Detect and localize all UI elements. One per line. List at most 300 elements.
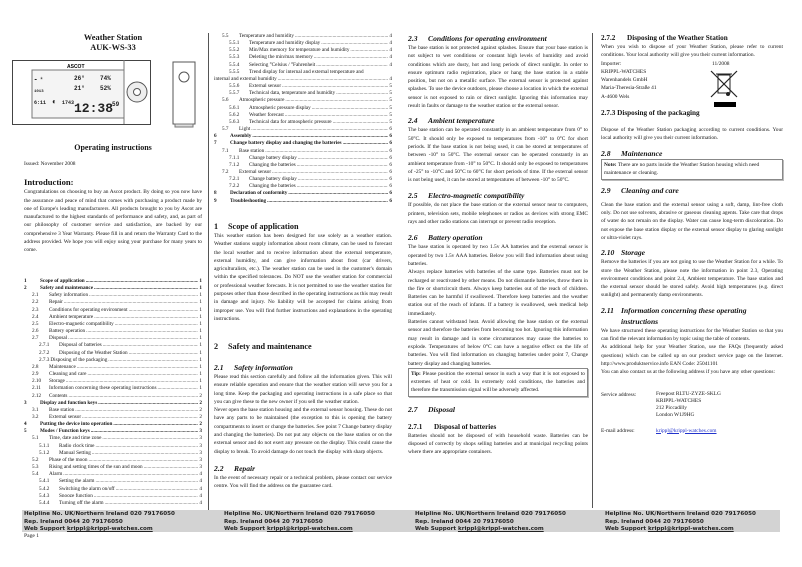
- section-heading-2-1: 2.1 Safety information: [214, 363, 293, 372]
- importer-block: Importer: KRIPPL-WATCHES Warenhandels GmbH Maria-Theresia-Straße 41 A-4600 Wels 11/2008: [601, 60, 783, 104]
- toc-entry[interactable]: [24, 493, 202, 500]
- section-heading-1: 1 Scope of application: [214, 222, 299, 231]
- toc-entry[interactable]: [24, 464, 202, 471]
- toc-entry[interactable]: [214, 69, 392, 76]
- toc-title: Base station: [49, 406, 75, 413]
- toc-number: 4: [24, 421, 27, 428]
- toc-page: 1: [199, 385, 202, 392]
- toc-leader: [63, 471, 198, 478]
- section-heading-2-10: 2.10 Storage: [601, 248, 646, 258]
- toc-entry[interactable]: [214, 83, 392, 90]
- introduction-heading: Introduction:: [24, 177, 74, 188]
- toc-number: 5.5.1: [229, 40, 240, 47]
- toc-entry[interactable]: [24, 371, 202, 378]
- toc-entry[interactable]: [214, 47, 392, 54]
- page-number: Page 1: [24, 533, 40, 539]
- toc-title: Assembly: [230, 133, 252, 140]
- toc-page: 6: [389, 133, 392, 140]
- toc-title: Safety information: [49, 292, 89, 299]
- toc-entry[interactable]: [24, 457, 202, 464]
- toc-page: 4: [199, 478, 202, 485]
- table-of-contents-continued: [214, 33, 392, 205]
- toc-leader: [157, 385, 198, 392]
- toc-page: 1: [199, 328, 202, 335]
- toc-number: 2.3: [32, 306, 39, 313]
- toc-number: 2.9: [32, 371, 39, 378]
- toc-title: Putting the device into operation: [40, 421, 113, 428]
- toc-number: 5.5.6: [229, 83, 240, 90]
- toc-page: 3: [199, 435, 202, 442]
- svg-text:1743: 1743: [62, 100, 75, 106]
- toc-entry[interactable]: [24, 307, 202, 314]
- toc-page: 3: [199, 442, 202, 449]
- toc-entry[interactable]: [24, 364, 202, 371]
- toc-entry[interactable]: [214, 162, 392, 169]
- toc-entry[interactable]: [24, 342, 202, 349]
- toc-leader: [102, 435, 198, 442]
- toc-page: 4: [389, 75, 392, 82]
- toc-number: 5.1.1: [39, 442, 50, 449]
- toc-number: 5.1.2: [39, 449, 50, 456]
- brand-logo: ASCOT: [67, 64, 85, 70]
- issued-date: Issued: November 2008: [24, 161, 76, 167]
- toc-page: 6: [389, 168, 392, 175]
- toc-title: Min/Max memory for temperature and humidity: [249, 47, 350, 54]
- helpline-footer: Helpline No. UK/Northern Ireland 020 79176050 Rep. Ireland 0044 20 79176050 Web Support krippl@krippl-watches.com: [22, 510, 208, 532]
- toc-number: 5.5.7: [229, 90, 240, 97]
- toc-entry[interactable]: [214, 198, 392, 205]
- toc-leader: [267, 198, 388, 205]
- toc-title: Repair: [49, 299, 63, 306]
- toc-page: 5: [389, 111, 392, 118]
- toc-title: Temperature and humidity: [239, 33, 294, 39]
- toc-title: Radio clock time: [59, 442, 95, 449]
- web-support-link[interactable]: krippl@krippl-watches.com: [266, 526, 353, 533]
- toc-page: 5: [389, 90, 392, 97]
- toc-number: 7.1.2: [229, 161, 240, 168]
- toc-number: 2.7: [32, 335, 39, 342]
- safety-text-2: Never open the base station housing and the external sensor housing. These do not have any parts to be maintained (the exception to this is opening the battery compartments to insert or change the batteries. See point 7 Change battery display and changing the batteries). Do not put any objects on the base station or on the external sensor and do not exert any pressure on the display. This could cause the display to break. To avoid damage do not touch the display with sharp objects.: [214, 407, 392, 455]
- toc-leader: [278, 76, 389, 83]
- instructions-text-3: You can also contact us at the following address if you have any other questions:: [601, 369, 776, 376]
- table-of-contents: [24, 278, 202, 507]
- toc-entry[interactable]: [24, 407, 202, 414]
- toc-number: 5.4.1: [39, 478, 50, 485]
- toc-leader: [272, 169, 388, 176]
- importer-date: 11/2008: [712, 60, 730, 67]
- toc-leader: [105, 500, 199, 507]
- toc-page: 6: [389, 161, 392, 168]
- toc-page: 4: [389, 61, 392, 68]
- toc-title: Changing the batteries: [249, 161, 296, 168]
- toc-page: 1: [199, 356, 202, 363]
- toc-leader: [336, 90, 388, 97]
- ambient-temperature-text: The base station can be operated constantly in an ambient temperature from 0° to 50°C. It should only be exposed to temperatures from -10° to 0°C for short periods. If the base station is not being used, it can be stored at temperatures of between -10° to 50°C. The external sensor can be operated constantly in an ambient temperature from -10° to 50°C. It should only be exposed to temperatures of -25° to -10°C and 50°C to 60°C for short periods of time. If the external sensor is not being used, it can be stored at temperatures of between -10° to 50°C.: [408, 127, 588, 184]
- toc-leader: [288, 190, 388, 197]
- scope-text: This weather station has been designed for use solely as a weather station. Weather stations supply information about room climate, can be used to forecast the local weather and to receive information about the external temperature, external humidity, and can give information about frost (car drivers, agriculturalists, etc.). The weather station can be used in the customer's domain within the specified tolerances. Do NOT use the weather station for commercial or professional weather forecasts. It is not permitted to use the weather station for purposes other than those described in the operating instructions as this may result in damage and injury. No liability will be accepted for claims arising from improper use. You will find further instructions and explanations in the operating instructions.: [214, 233, 392, 322]
- toc-entry[interactable]: [24, 471, 202, 478]
- toc-entry[interactable]: [24, 321, 202, 328]
- toc-page: 2: [199, 392, 202, 399]
- toc-title: Temperature and humidity display: [249, 40, 321, 47]
- toc-entry[interactable]: [214, 183, 392, 190]
- toc-leader: [103, 342, 199, 349]
- toc-title: Information concerning these operating instructions: [49, 385, 157, 392]
- toc-entry[interactable]: [214, 133, 392, 140]
- toc-page: 3: [199, 456, 202, 463]
- toc-leader: [129, 350, 199, 357]
- instructions-text-1: We have structured these operating instructions for the Weather Station so that you can find the relevant information by topic using the table of contents.: [601, 327, 783, 343]
- toc-leader: [116, 486, 199, 493]
- toc-number: 5.5.4: [229, 61, 240, 68]
- svg-text:74%: 74%: [100, 75, 111, 82]
- toc-leader: [285, 112, 389, 119]
- toc-number: 5.4.4: [39, 499, 50, 506]
- toc-entry[interactable]: [24, 393, 202, 400]
- toc-title: Manual Setting: [59, 449, 91, 456]
- toc-leader: [298, 155, 389, 162]
- toc-leader: [316, 62, 388, 69]
- toc-number: 2.4: [32, 313, 39, 320]
- toc-title: Weather forecast: [249, 111, 284, 118]
- toc-leader: [95, 478, 198, 485]
- toc-page: 4: [199, 471, 202, 478]
- toc-title: Technical data for atmospheric pressure: [249, 118, 332, 125]
- svg-text:59: 59: [112, 101, 120, 108]
- toc-page: 6: [389, 176, 392, 183]
- toc-number: 7.2: [222, 168, 229, 175]
- toc-number: 5.3: [32, 464, 39, 471]
- toc-entry[interactable]: [24, 328, 202, 335]
- toc-leader: [295, 33, 388, 40]
- toc-page: 1: [199, 320, 202, 327]
- toc-title: External sensor: [49, 413, 82, 420]
- toc-page: 6: [389, 190, 392, 197]
- toc-entry[interactable]: [24, 428, 202, 435]
- toc-leader: [251, 126, 388, 133]
- safety-text-1: Please read this section carefully and follow all the information given. This will ensure reliable operation and ensure that the weather station will serve you for a long time. Keep the packaging and operating instructions in a safe place so that you can give these to the new owner if you sell the weather station.: [214, 374, 392, 405]
- helpline-footer: Helpline No. UK/Northern Ireland 020 79176050 Rep. Ireland 0044 20 79176050 Web Support krippl@krippl-watches.com: [595, 510, 780, 532]
- storage-text: Remove the batteries if you are not going to use the Weather Station for a while. To store the Weather Station, please note the information in point 2.3, Operating environment conditions and point 2.4, Ambient temperature. The base station and the external sensor should be stored safely. Avoid high temperatures (e.g. direct sunlight) and permanently damp environments.: [601, 259, 783, 299]
- toc-title: Changing the batteries: [249, 183, 296, 190]
- toc-number: 3.2: [32, 413, 39, 420]
- toc-title: Troubleshooting: [230, 197, 267, 204]
- toc-page: 2: [199, 421, 202, 428]
- toc-leader: [108, 357, 198, 364]
- web-support-link[interactable]: krippl@krippl-watches.com: [66, 526, 153, 533]
- toc-title: Disposing of the Weather Station: [59, 349, 128, 356]
- toc-title: Technical data, temperature and humidity: [249, 90, 336, 97]
- toc-entry[interactable]: [214, 90, 392, 97]
- toc-number: 2.7.3: [39, 356, 50, 363]
- cleaning-text: Clean the base station and the external sensor using a soft, damp, lint-free cloth only. Do not use solvents, abrasive or gaseous cleaning agents. Take care that drops of water do not remain on the display. Water can cause long-term discoloration. Do not expose the base station display or the external sensor display to glaring sunlight or ultra-violet rays.: [601, 201, 783, 241]
- toc-entry[interactable]: [24, 335, 202, 342]
- toc-number: 2.11: [32, 385, 41, 392]
- toc-entry[interactable]: [214, 54, 392, 61]
- toc-number: 5.5.2: [229, 47, 240, 54]
- section-heading-2-5: 2.5 Electro-magnetic compatibility: [408, 191, 525, 201]
- toc-leader: [129, 307, 199, 314]
- toc-entry[interactable]: [24, 421, 202, 428]
- instructions-text-2: As additional help for your Weather Station, use the FAQs (frequently asked questions) which can be called up on our product service page on the Internet. http://www.produktservice.info EAN Code: 25041101: [601, 344, 783, 367]
- toc-number: 5.5: [222, 33, 229, 39]
- toc-title: Scope of application: [40, 278, 85, 284]
- toc-leader: [92, 450, 199, 457]
- toc-entry[interactable]: [24, 299, 202, 306]
- toc-number: 7.1: [222, 147, 229, 154]
- toc-title: Snooze function: [59, 492, 93, 499]
- toc-entry[interactable]: [214, 148, 392, 155]
- toc-number: 5.2: [32, 456, 39, 463]
- svg-text:12:38: 12:38: [74, 101, 114, 116]
- toc-entry[interactable]: [24, 435, 202, 442]
- toc-leader: [89, 292, 198, 299]
- section-heading-2-2: 2.2 Repair: [214, 463, 256, 473]
- toc-entry[interactable]: [24, 385, 202, 392]
- toc-page: 1: [199, 292, 202, 299]
- toc-number: 5.4: [32, 471, 39, 478]
- toc-leader: [86, 278, 199, 285]
- toc-title: Time, date and time zone: [49, 435, 102, 442]
- toc-number: 2.1: [32, 292, 39, 299]
- toc-entry[interactable]: [214, 126, 392, 133]
- toc-leader: [297, 162, 389, 169]
- toc-title: Selecting °Celsius / °Fahrenheit: [249, 61, 316, 68]
- web-support-link[interactable]: krippl@krippl-watches.com: [647, 526, 734, 533]
- emc-text: If possible, do not place the base station or the external sensor near to computers, printers, television sets, mobile telephones or radios as devices with strong EMC rays and other radio stations can interrupt or prevent radio reception.: [408, 202, 588, 226]
- repair-text: In the event of necessary repair or a technical problem, please contact our service centre. You will find the address on the guarantee card.: [214, 474, 392, 490]
- toc-entry[interactable]: [214, 155, 392, 162]
- toc-entry[interactable]: [24, 443, 202, 450]
- toc-leader: [91, 428, 199, 435]
- cover-title-block: [24, 33, 202, 53]
- toc-entry[interactable]: [24, 292, 202, 299]
- toc-title: Turning off the alarm: [59, 499, 104, 506]
- helpline-footer: Helpline No. UK/Northern Ireland 020 79176050 Rep. Ireland 0044 20 79176050 Web Support krippl@krippl-watches.com: [208, 510, 405, 532]
- svg-text:21°: 21°: [74, 85, 85, 92]
- toc-title: Maintenance: [49, 363, 76, 370]
- toc-title: Trend display for internal and external temperature and: [249, 68, 364, 75]
- section-heading-2-9: 2.9 Cleaning and care: [601, 185, 679, 195]
- toc-title: Rising and setting times of the sun and moon: [49, 464, 143, 471]
- toc-title: Disposing of the packaging: [50, 356, 108, 363]
- toc-leader: [64, 299, 199, 306]
- toc-number: 2: [24, 285, 27, 292]
- svg-text:1013: 1013: [34, 90, 44, 94]
- battery-text-2: Always replace batteries with batteries of the same type. Batteries must not be recharged or reactivated by other means. Do not dismantle batteries, throw them in the fire or shortcircuit them. Always keep batteries out of the reach of children. Batteries can be harmful if swallowed. Therefore keep batteries and the weather station out of the reach of infants. If a battery is swallowed, seek medical help immediately.: [408, 269, 588, 317]
- toc-page: 4: [199, 499, 202, 506]
- toc-number: 7.2.1: [229, 176, 240, 183]
- toc-page: 1: [199, 342, 202, 349]
- toc-leader: [144, 464, 199, 471]
- toc-number: 6: [214, 133, 217, 140]
- toc-title: Change battery display: [249, 154, 297, 161]
- battery-disposal-text: Batteries should not be disposed of with household waste. Batteries can be disposed of correctly by shops selling batteries and at municipal recycling points where there are appropriate containers.: [408, 432, 588, 456]
- toc-leader: [94, 314, 198, 321]
- toc-number: 3.1: [32, 406, 39, 413]
- toc-entry[interactable]: [214, 97, 392, 104]
- toc-title: Base station: [239, 147, 265, 154]
- toc-entry[interactable]: [214, 169, 392, 176]
- toc-page: 1: [199, 349, 202, 356]
- toc-title: Battery operation: [49, 328, 86, 335]
- battery-text-1: The base station is operated by two 1.5v AA batteries and the external sensor is operated by two 1.5v AAA batteries. Below you will find information about using batteries.: [408, 244, 588, 267]
- toc-leader: [94, 285, 198, 292]
- toc-leader: [98, 400, 198, 407]
- email-link[interactable]: krippl@krippl-watches.com: [656, 427, 717, 434]
- tip-box: Tip: Please position the external sensor in such a way that it is not exposed to extremes of heat or cold. In extremely cold conditions, the batteries and therefore the transmission signal will be adversely affected.: [408, 368, 588, 397]
- toc-entry[interactable]: [24, 414, 202, 421]
- station-disposal-text: When you wish to dispose of your Weather Station, please refer to current conditions. Your local authority will give you their current information.: [601, 44, 783, 59]
- toc-leader: [113, 421, 198, 428]
- toc-page: 6: [389, 197, 392, 204]
- toc-title: Switching the alarm on/off: [59, 485, 115, 492]
- toc-leader: [314, 54, 389, 61]
- section-heading-2: 2 Safety and maintenance: [214, 342, 312, 351]
- toc-leader: [298, 176, 389, 183]
- toc-entry[interactable]: [214, 105, 392, 112]
- packaging-disposal-text: Dispose of the Weather Station packaging according to current conditions. Your local authority will give you their current information.: [601, 126, 783, 141]
- model-number: AUK-WS-33: [90, 43, 136, 52]
- toc-page: 4: [199, 492, 202, 499]
- toc-entry[interactable]: [24, 500, 202, 507]
- toc-leader: [68, 393, 198, 400]
- toc-page: 1: [199, 285, 202, 292]
- toc-number: 2.7.1: [39, 342, 50, 349]
- toc-entry[interactable]: [24, 450, 202, 457]
- toc-number: 9: [214, 197, 217, 204]
- toc-number: 5.7: [222, 126, 229, 133]
- toc-number: 5.6: [222, 97, 229, 104]
- toc-entry[interactable]: [214, 112, 392, 119]
- toc-title: Ambient temperature: [49, 313, 94, 320]
- toc-number: 5.6.3: [229, 118, 240, 125]
- toc-leader: [285, 97, 388, 104]
- toc-title: Setting the alarm: [59, 478, 95, 485]
- toc-leader: [75, 407, 198, 414]
- toc-entry[interactable]: [214, 33, 392, 40]
- battery-text-3: Batteries cannot withstand heat. Avoid allowing the base station or the external sensor and therefore the batteries from becoming too hot. Ignoring this information may result in damage and in some circumstances may cause the batteries to explode. Temperatures of below 0°C can have a negative effect on the life of batteries. You will find information on changing batteries under point 7, Change battery display and changing batteries.: [408, 319, 588, 367]
- toc-entry[interactable]: [24, 314, 202, 321]
- toc-entry[interactable]: [24, 486, 202, 493]
- toc-title: Contents: [49, 392, 68, 399]
- toc-leader: [282, 83, 388, 90]
- toc-leader: [82, 414, 198, 421]
- toc-number: 2.6: [32, 328, 39, 335]
- toc-entry[interactable]: [214, 62, 392, 69]
- toc-page: 1: [199, 278, 202, 284]
- toc-number: 5.1: [32, 435, 39, 442]
- toc-entry[interactable]: [24, 478, 202, 485]
- toc-leader: [265, 148, 388, 155]
- toc-leader: [297, 183, 389, 190]
- toc-title: External sensor: [239, 168, 272, 175]
- operating-instructions-heading: Operating instructions: [74, 143, 152, 152]
- toc-entry[interactable]: [214, 76, 392, 83]
- toc-title: Alarm: [49, 471, 63, 478]
- toc-page: 2: [199, 406, 202, 413]
- toc-entry[interactable]: [24, 278, 202, 285]
- toc-number: 3: [24, 399, 27, 406]
- toc-number: 7.1.1: [229, 154, 240, 161]
- toc-entry[interactable]: [214, 176, 392, 183]
- section-heading-2-4: 2.4 Ambient temperature: [408, 116, 495, 126]
- toc-entry[interactable]: [214, 190, 392, 197]
- column-divider: [208, 33, 209, 510]
- section-heading-2-11: 2.11 Information concerning these operating instructions: [601, 305, 747, 326]
- weather-station-image: [12, 60, 202, 128]
- service-address: Service address: Freepost RLTU-ZYZE-SKLG KRIPPL-WATCHES 212 Piccadilly London W1J9HG: [601, 390, 721, 418]
- toc-number: 1: [24, 278, 27, 284]
- toc-leader: [312, 105, 389, 112]
- toc-page: 1: [199, 371, 202, 378]
- helpline-footer: Helpline No. UK/Northern Ireland 020 79176050 Rep. Ireland 0044 20 79176050 Web Support krippl@krippl-watches.com: [405, 510, 595, 532]
- toc-page: 5: [389, 97, 392, 104]
- toc-title: Light: [239, 126, 251, 133]
- toc-entry[interactable]: [24, 350, 202, 357]
- toc-title: Disposal of batteries: [59, 342, 102, 349]
- toc-entry[interactable]: [214, 119, 392, 126]
- toc-title: External sensor: [249, 83, 282, 90]
- toc-page: 6: [389, 140, 392, 147]
- toc-number: 5.5.5: [229, 68, 240, 75]
- toc-page: 3: [199, 449, 202, 456]
- environment-text: The base station is not protected against splashes. Ensure that your base station is not subject to wet conditions or constant high levels of humidity and avoid conditions which are dusty, hot and long periods of direct sunlight. In order to ensure optimum radio registration, place or hang the base station in a stable position, but not on a metallic surface. The external sensor is protected against splashes. To use the device outdoors, please choose a location in which the external sensor is not exposed to rain or direct sunlight. Ignoring this information may result in faults or damage to the weather station or the external sensor.: [408, 45, 588, 110]
- toc-title: Change battery display and changing the batteries: [230, 140, 342, 147]
- toc-title: Conditions for operating environment: [49, 306, 128, 313]
- toc-entry[interactable]: [24, 400, 202, 407]
- toc-entry[interactable]: [24, 357, 202, 364]
- toc-page: 1: [199, 306, 202, 313]
- toc-number: 2.8: [32, 363, 39, 370]
- toc-leader: [86, 328, 198, 335]
- web-support-link[interactable]: krippl@krippl-watches.com: [457, 526, 544, 533]
- toc-page: 1: [199, 335, 202, 342]
- email-address: E-mail address: krippl@krippl-watches.com: [601, 427, 717, 434]
- toc-number: 5.5.3: [229, 54, 240, 61]
- section-heading-2-7-2: 2.7.2 Disposing of the Weather Station: [601, 34, 728, 42]
- toc-title: Atmospheric pressure display: [249, 104, 311, 111]
- toc-number: 2.7.2: [39, 349, 50, 356]
- toc-page: 4: [389, 40, 392, 47]
- toc-number: 5.6.2: [229, 111, 240, 118]
- toc-title: Declaration of conformity: [230, 190, 288, 197]
- toc-page: 1: [199, 378, 202, 385]
- document-title: Weather Station: [83, 33, 143, 42]
- svg-text:6:11: 6:11: [34, 100, 47, 106]
- toc-leader: [87, 371, 198, 378]
- toc-leader: [77, 364, 199, 371]
- toc-title: Storage: [49, 378, 65, 385]
- toc-number: 2.5: [32, 320, 39, 327]
- svg-text:26°: 26°: [74, 75, 85, 82]
- toc-title: Deleting the min/max memory: [249, 54, 313, 61]
- section-heading-2-7-3: 2.7.3 Disposing of the packaging: [601, 108, 700, 117]
- toc-entry[interactable]: [214, 140, 392, 147]
- toc-number: 7.2.2: [229, 183, 240, 190]
- toc-number: 5.4.3: [39, 492, 50, 499]
- toc-page: 6: [389, 183, 392, 190]
- note-box: Note: There are no parts inside the Weather Station housing which need maintenance or cleaning.: [601, 159, 783, 180]
- toc-page: 4: [199, 485, 202, 492]
- toc-number: 2.10: [32, 378, 42, 385]
- toc-title: Cleaning and care: [49, 371, 87, 378]
- toc-number: 5.6.1: [229, 104, 240, 111]
- toc-page: 6: [389, 147, 392, 154]
- toc-leader: [95, 443, 198, 450]
- toc-title: Change battery display: [249, 176, 297, 183]
- toc-page: 5: [389, 118, 392, 125]
